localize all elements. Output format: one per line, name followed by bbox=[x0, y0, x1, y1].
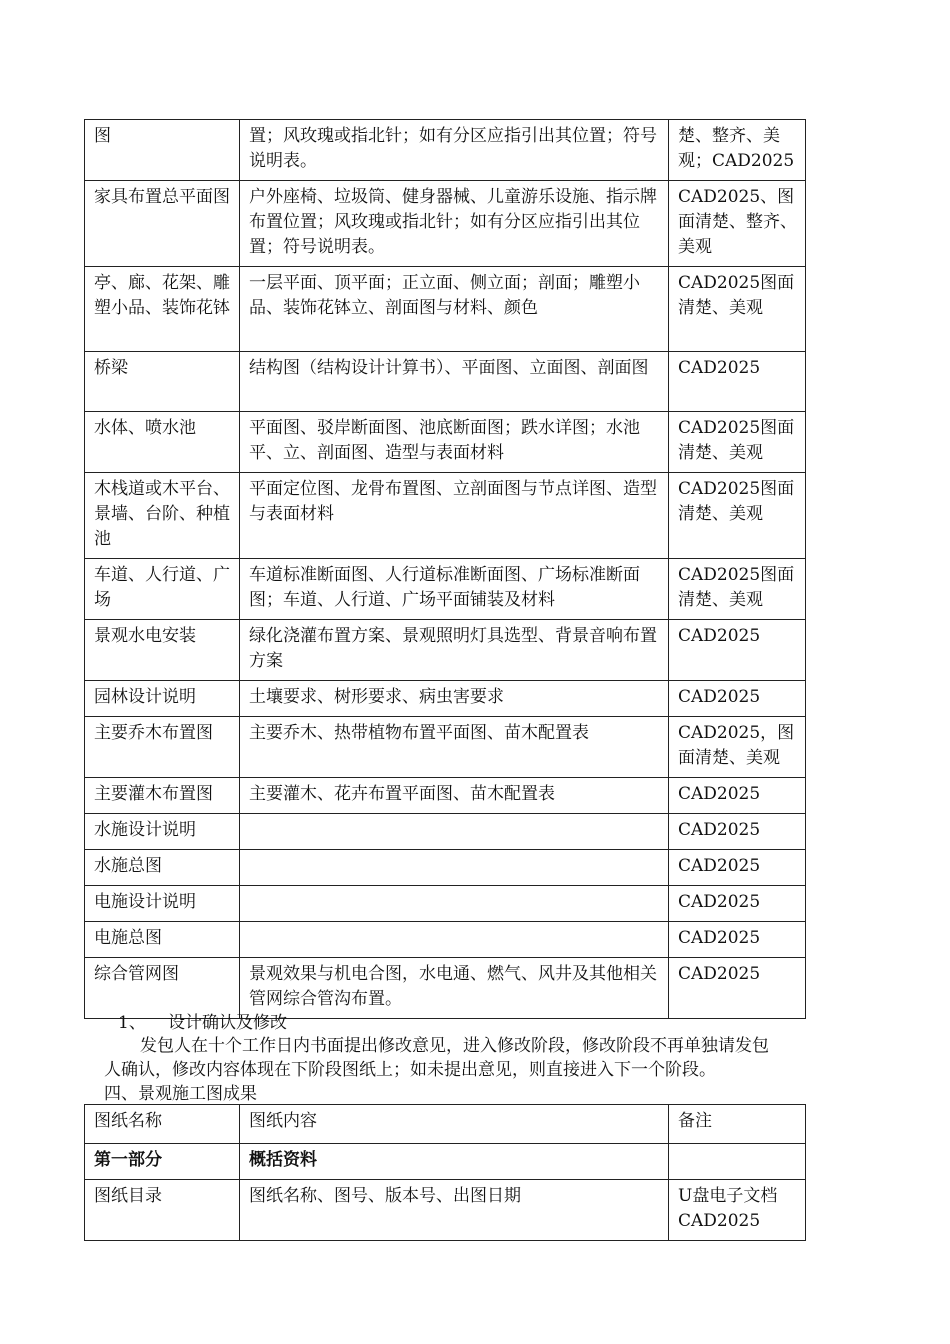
table-row bbox=[85, 1144, 806, 1180]
note-cell: CAD2025 bbox=[669, 850, 806, 886]
table-row bbox=[85, 181, 806, 267]
drawing-content-cell: 景观效果与机电合图，水电通、燃气、风井及其他相关管网综合管沟布置。 bbox=[240, 958, 669, 1019]
drawing-content-cell: 户外座椅、垃圾筒、健身器械、儿童游乐设施、指示牌布置位置；风玫瑰或指北针；如有分区应指引出其位置；符号说明表。 bbox=[240, 181, 669, 267]
note-cell bbox=[669, 1180, 806, 1241]
drawing-name-cell: 图 bbox=[85, 120, 240, 181]
note-cell: CAD2025 bbox=[669, 620, 806, 681]
note-cell: CAD2025，图面清楚、美观 bbox=[669, 717, 806, 778]
table-row bbox=[85, 120, 806, 181]
note-cell: CAD2025 bbox=[669, 681, 806, 717]
table-row bbox=[85, 412, 806, 473]
list-item-heading bbox=[118, 1011, 287, 1036]
table-row bbox=[85, 886, 806, 922]
note-cell: CAD2025图面清楚、美观 bbox=[669, 267, 806, 352]
drawing-name-cell: 木栈道或木平台、景墙、台阶、种植池 bbox=[85, 473, 240, 559]
drawing-content-cell bbox=[240, 922, 669, 958]
drawing-name-cell: 主要灌木布置图 bbox=[85, 778, 240, 814]
table-row bbox=[85, 814, 806, 850]
drawing-content-cell bbox=[240, 850, 669, 886]
drawing-content-cell: 置；风玫瑰或指北针；如有分区应指引出其位置；符号说明表。 bbox=[240, 120, 669, 181]
list-item-number: 1、 bbox=[118, 1013, 146, 1033]
column-header: 备注 bbox=[669, 1105, 806, 1144]
table-row bbox=[85, 958, 806, 1019]
table-row bbox=[85, 1180, 806, 1241]
drawing-content-cell: 土壤要求、树形要求、病虫害要求 bbox=[240, 681, 669, 717]
drawing-name-cell: 亭、廊、花架、雕塑小品、装饰花钵 bbox=[85, 267, 240, 352]
table-row bbox=[85, 352, 806, 412]
drawing-content-cell bbox=[240, 886, 669, 922]
note-cell bbox=[669, 1144, 806, 1180]
drawing-name-cell: 主要乔木布置图 bbox=[85, 717, 240, 778]
table-row bbox=[85, 267, 806, 352]
note-cell: CAD2025 bbox=[669, 922, 806, 958]
note-cell: 楚、整齐、美观；CAD2025 bbox=[669, 120, 806, 181]
drawing-content-cell: 一层平面、顶平面；正立面、侧立面；剖面；雕塑小品、装饰花钵立、剖面图与材料、颜色 bbox=[240, 267, 669, 352]
table-header-row bbox=[85, 1105, 806, 1144]
drawing-content-cell: 主要灌木、花卉布置平面图、苗木配置表 bbox=[240, 778, 669, 814]
table-row bbox=[85, 473, 806, 559]
drawing-content-cell: 主要乔木、热带植物布置平面图、苗木配置表 bbox=[240, 717, 669, 778]
drawing-name-cell: 电施总图 bbox=[85, 922, 240, 958]
drawing-name-cell: 电施设计说明 bbox=[85, 886, 240, 922]
table-row bbox=[85, 620, 806, 681]
note-cell: CAD2025图面清楚、美观 bbox=[669, 473, 806, 559]
column-header: 图纸名称 bbox=[85, 1105, 240, 1144]
drawing-name-cell: 车道、人行道、广场 bbox=[85, 559, 240, 620]
list-item-title: 设计确认及修改 bbox=[168, 1013, 287, 1033]
note-cell: CAD2025图面清楚、美观 bbox=[669, 412, 806, 473]
drawing-name-cell: 景观水电安装 bbox=[85, 620, 240, 681]
drawing-content-cell: 平面定位图、龙骨布置图、立剖面图与节点详图、造型与表面材料 bbox=[240, 473, 669, 559]
table-row bbox=[85, 922, 806, 958]
drawing-name-cell: 综合管网图 bbox=[85, 958, 240, 1019]
drawing-name-cell: 桥梁 bbox=[85, 352, 240, 412]
note-line: CAD2025 bbox=[678, 1211, 761, 1231]
table-row bbox=[85, 850, 806, 886]
table-row bbox=[85, 681, 806, 717]
drawing-name-cell: 园林设计说明 bbox=[85, 681, 240, 717]
table-row bbox=[85, 778, 806, 814]
drawing-content-cell: 绿化浇灌布置方案、景观照明灯具选型、背景音响布置方案 bbox=[240, 620, 669, 681]
drawing-name-cell: 图纸目录 bbox=[85, 1180, 240, 1241]
construction-drawing-table bbox=[84, 1104, 806, 1241]
column-header: 图纸内容 bbox=[240, 1105, 669, 1144]
drawing-name-cell: 水体、喷水池 bbox=[85, 412, 240, 473]
note-cell: CAD2025 bbox=[669, 958, 806, 1019]
paragraph-line: 人确认，修改内容体现在下阶段图纸上；如未提出意见，则直接进入下一个阶段。 bbox=[104, 1060, 716, 1080]
note-cell: CAD2025 bbox=[669, 886, 806, 922]
drawing-content-cell bbox=[240, 814, 669, 850]
drawing-content-cell: 平面图、驳岸断面图、池底断面图；跌水详图；水池平、立、剖面图、造型与表面材料 bbox=[240, 412, 669, 473]
part-title-cell: 概括资料 bbox=[240, 1144, 669, 1180]
drawing-content-cell: 图纸名称、图号、版本号、出图日期 bbox=[240, 1180, 669, 1241]
table-row bbox=[85, 717, 806, 778]
table-row bbox=[85, 559, 806, 620]
drawing-name-cell: 水施总图 bbox=[85, 850, 240, 886]
part-label-cell: 第一部分 bbox=[85, 1144, 240, 1180]
drawing-name-cell: 水施设计说明 bbox=[85, 814, 240, 850]
drawing-name-cell: 家具布置总平面图 bbox=[85, 181, 240, 267]
note-line: U盘电子文档 bbox=[678, 1186, 778, 1206]
paragraph-line: 发包人在十个工作日内书面提出修改意见，进入修改阶段，修改阶段不再单独请发包 bbox=[140, 1036, 769, 1056]
note-cell: CAD2025、图面清楚、整齐、美观 bbox=[669, 181, 806, 267]
drawing-content-cell: 车道标准断面图、人行道标准断面图、广场标准断面图；车道、人行道、广场平面铺装及材料 bbox=[240, 559, 669, 620]
note-cell: CAD2025 bbox=[669, 778, 806, 814]
drawing-content-cell: 结构图（结构设计计算书）、平面图、立面图、剖面图 bbox=[240, 352, 669, 412]
note-cell: CAD2025 bbox=[669, 814, 806, 850]
note-cell: CAD2025图面清楚、美观 bbox=[669, 559, 806, 620]
note-cell: CAD2025 bbox=[669, 352, 806, 412]
section-heading: 四、景观施工图成果 bbox=[104, 1084, 257, 1104]
drawing-requirements-table bbox=[84, 119, 806, 1019]
